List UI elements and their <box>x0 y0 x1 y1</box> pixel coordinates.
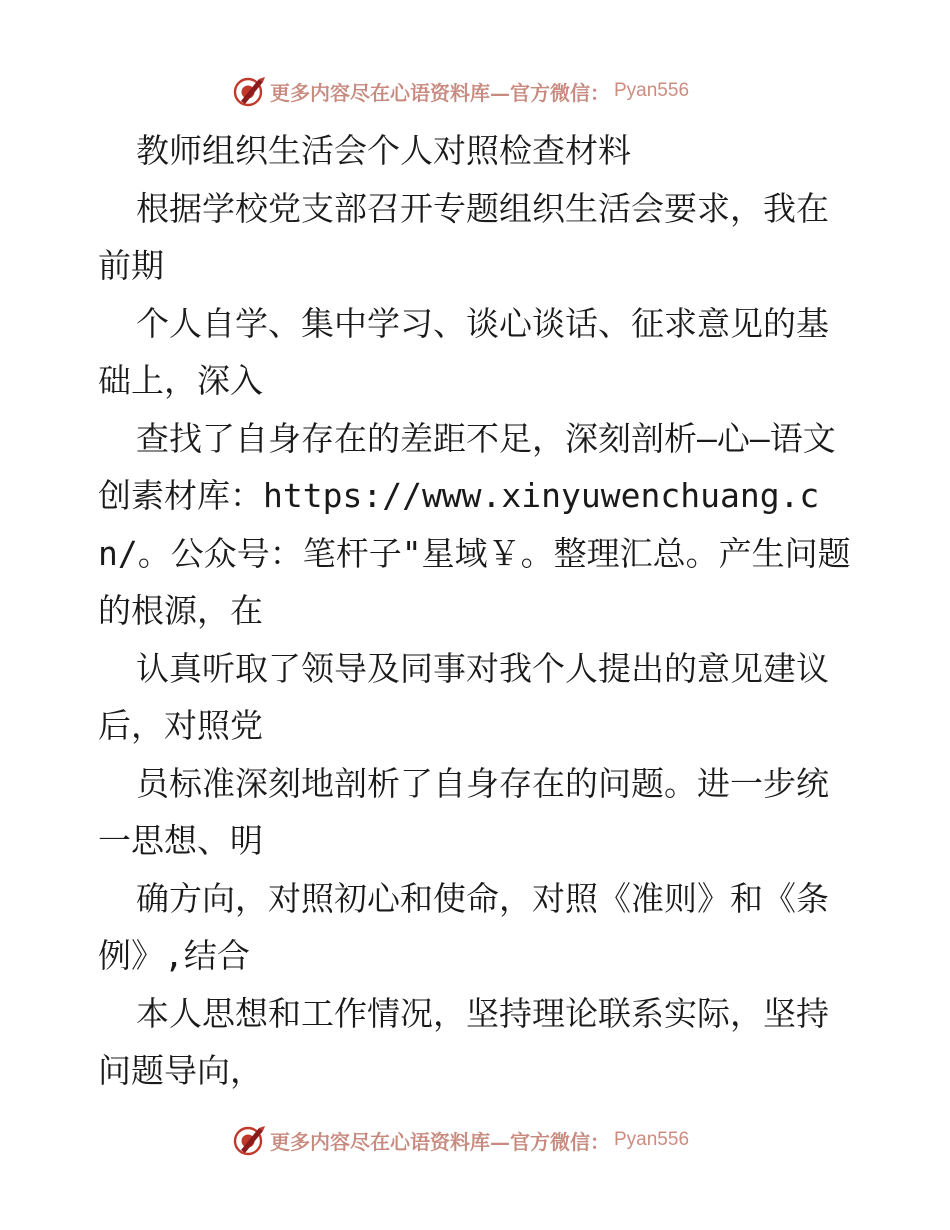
watermark-text: 更多内容尽在心语资料库—官方微信： <box>270 1129 610 1154</box>
paragraph: 确方向，对照初心和使命，对照《准则》和《条例》,结合 <box>98 878 829 975</box>
pen-logo-icon <box>232 74 266 108</box>
paragraph: 个人自学、集中学习、谈心谈话、征求意见的基础上，深入 <box>98 303 829 400</box>
paragraph: 根据学校党支部召开专题组织生活会要求，我在前期 <box>98 188 829 285</box>
watermark-wechat-id: Pyan556 <box>614 80 690 101</box>
watermark-wechat-id: Pyan556 <box>614 1129 690 1150</box>
pen-logo-icon <box>232 1123 266 1157</box>
paragraph: 本人思想和工作情况，坚持理论联系实际，坚持问题导向， <box>98 993 829 1090</box>
document-title: 教师组织生活会个人对照检查材料 <box>136 131 631 170</box>
document-body <box>98 122 858 1100</box>
header-watermark <box>232 71 712 111</box>
footer-watermark <box>232 1120 712 1160</box>
paragraph: 员标准深刻地剖析了自身存在的问题。进一步统一思想、明 <box>98 763 829 860</box>
paragraph: 认真听取了领导及同事对我个人提出的意见建议后，对照党 <box>98 648 829 745</box>
watermark-text: 更多内容尽在心语资料库—官方微信： <box>270 80 610 105</box>
paragraph: 查找了自身存在的差距不足，深刻剖析—心—语文创素材库：https://www.xinyuwenchuang.cn/。公众号：笔杆子"星域￥。整理汇总。产生问题的根源，在 <box>98 418 851 630</box>
